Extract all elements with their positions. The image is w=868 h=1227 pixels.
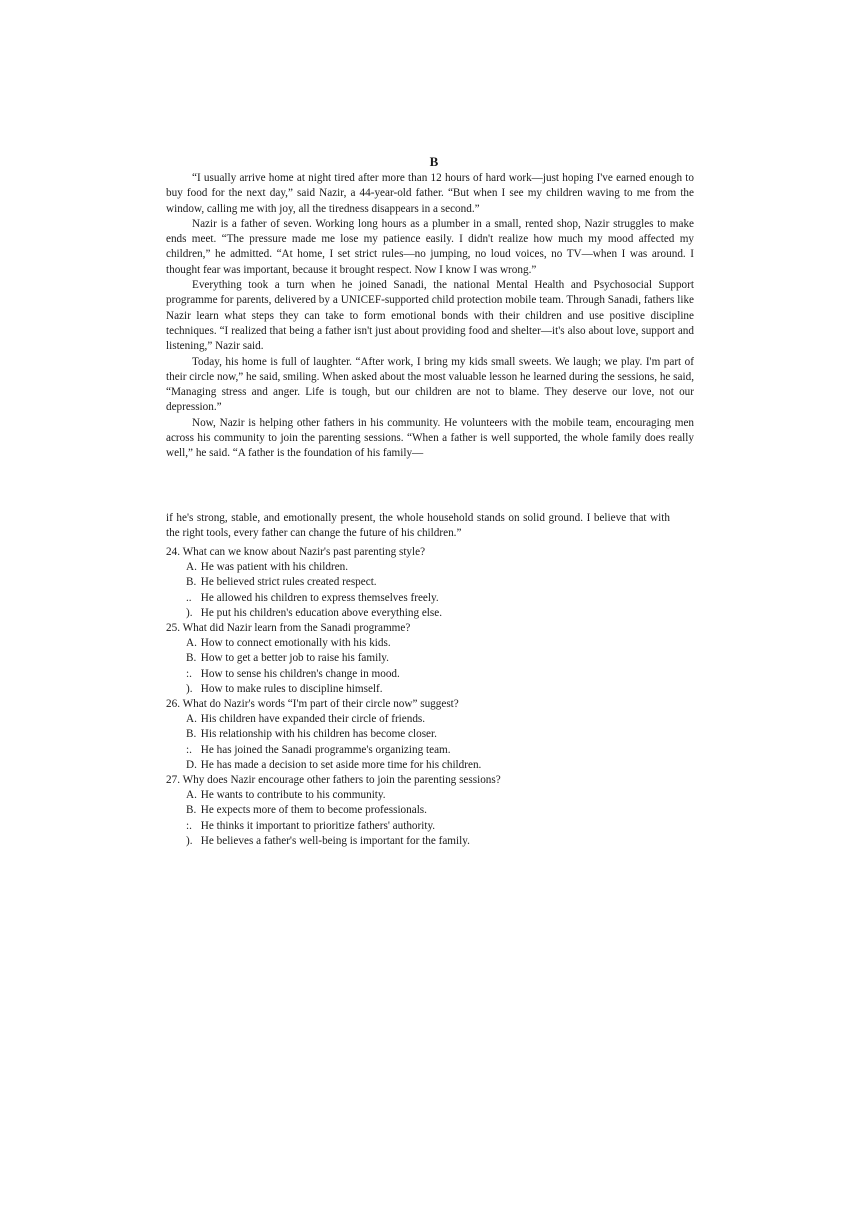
option-b: [166, 803, 686, 818]
passage-paragraph-5: Now, Nazir is helping other fathers in his community. He volunteers with the mobile team, encouraging men across his community to join the parenting sessions. “When a father is well supported, the whole family does really well,” he said. “A father is the foundation of his family—: [166, 416, 694, 460]
option-text: He thinks it important to prioritize fathers' authority.: [200, 819, 436, 832]
option-b: [166, 727, 686, 742]
question-list: [166, 545, 686, 849]
reading-passage: [166, 171, 694, 462]
question-number: 26.: [166, 698, 180, 711]
option-a: [166, 712, 686, 727]
option-c: [166, 591, 686, 606]
option-text: How to make rules to discipline himself.: [200, 682, 383, 695]
option-b: [166, 575, 686, 590]
option-c: [166, 743, 686, 758]
question-25: [166, 621, 686, 697]
question-text: What did Nazir learn from the Sanadi programme?: [182, 622, 411, 635]
option-text: He expects more of them to become professionals.: [200, 804, 427, 817]
option-a: [166, 636, 686, 651]
option-text: He allowed his children to express themselves freely.: [200, 591, 439, 604]
question-stem: [166, 621, 686, 636]
option-letter: A.: [186, 789, 197, 802]
passage-continuation-text: if he's strong, stable, and emotionally present, the whole household stands on solid ground. I believe that with the right tools, every father can change the future of his children.”: [166, 512, 670, 540]
option-letter: A.: [186, 637, 197, 650]
option-letter: :.: [186, 743, 192, 756]
option-text: How to connect emotionally with his kids.: [200, 637, 391, 650]
option-letter: B.: [186, 576, 197, 589]
option-d: [166, 682, 686, 697]
option-text: He has joined the Sanadi programme's organizing team.: [200, 743, 451, 756]
question-number: 24.: [166, 546, 180, 558]
passage-paragraph-4: Today, his home is full of laughter. “After work, I bring my kids small sweets. We laugh; we play. I'm part of their circle now,” he said, smiling. When asked about the most valuable lesson he learned during the sessions, he said, “Managing stress and anger. Life is tough, but our children are not to blame. They deserve our love, not our depression.”: [166, 355, 694, 414]
question-stem: [166, 773, 686, 788]
question-stem: [166, 545, 686, 560]
option-a: [166, 560, 686, 575]
option-d: [166, 606, 686, 621]
option-letter: :.: [186, 819, 192, 832]
question-27: [166, 773, 686, 849]
option-c: [166, 819, 686, 834]
question-26: [166, 697, 686, 773]
option-text: His children have expanded their circle of friends.: [200, 713, 426, 726]
option-d: [166, 834, 686, 849]
option-text: He believes a father's well-being is important for the family.: [200, 834, 470, 847]
question-number: 25.: [166, 622, 180, 635]
option-letter: B.: [186, 804, 197, 817]
option-letter: ..: [186, 591, 192, 604]
option-text: How to sense his children's change in mood.: [200, 667, 400, 680]
option-text: He was patient with his children.: [200, 561, 349, 574]
option-letter: ).: [186, 834, 193, 847]
option-c: [166, 667, 686, 682]
passage-paragraph-3: Everything took a turn when he joined Sanadi, the national Mental Health and Psychosocial Support programme for parents, delivered by a UNICEF-supported child protection mobile team. Through Sanadi, fathers like Nazir learn what steps they can take to form emotional bonds with their children and use positive discipline techniques. “I realized that being a father isn't just about providing food and shelter—it's also about love, support and listening,” Nazir said.: [166, 279, 694, 353]
option-letter: D.: [186, 758, 197, 771]
question-text: What do Nazir's words “I'm part of their circle now” suggest?: [182, 698, 459, 711]
question-number: 27.: [166, 774, 180, 787]
option-letter: B.: [186, 652, 197, 665]
option-text: His relationship with his children has become closer.: [200, 728, 437, 741]
question-24: [166, 545, 686, 621]
option-letter: A.: [186, 713, 197, 726]
option-text: How to get a better job to raise his family.: [200, 652, 389, 665]
option-text: He put his children's education above everything else.: [200, 606, 443, 619]
option-text: He has made a decision to set aside more time for his children.: [200, 758, 482, 771]
option-letter: :.: [186, 667, 192, 680]
option-letter: B.: [186, 728, 197, 741]
option-b: [166, 651, 686, 666]
option-d: [166, 758, 686, 773]
option-letter: ).: [186, 682, 193, 695]
section-heading: B: [429, 154, 439, 169]
option-text: He wants to contribute to his community.: [200, 789, 386, 802]
option-text: He believed strict rules created respect.: [200, 576, 377, 589]
question-text: What can we know about Nazir's past parenting style?: [182, 546, 426, 558]
question-stem: [166, 697, 686, 712]
option-letter: ).: [186, 606, 193, 619]
option-letter: A.: [186, 561, 197, 574]
passage-paragraph-1: “I usually arrive home at night tired after more than 12 hours of hard work—just hoping I've earned enough to buy food for the next day,” said Nazir, a 44-year-old father. “But when I see my children waving to me from the window, calling me with joy, all the tiredness disappears in a second.”: [166, 172, 694, 215]
passage-paragraph-2: Nazir is a father of seven. Working long hours as a plumber in a small, rented shop, Nazir struggles to make ends meet. “The pressure made me lose my patience easily. I didn't realize how much my mood affected my children,” he admitted. “At home, I set strict rules—no jumping, no loud voices, no TV—when I was around. I thought fear was important, because it brought respect. Now I know I was wrong.”: [166, 217, 694, 276]
question-text: Why does Nazir encourage other fathers to join the parenting sessions?: [182, 774, 501, 787]
option-a: [166, 788, 686, 803]
passage-continuation: [166, 511, 670, 542]
